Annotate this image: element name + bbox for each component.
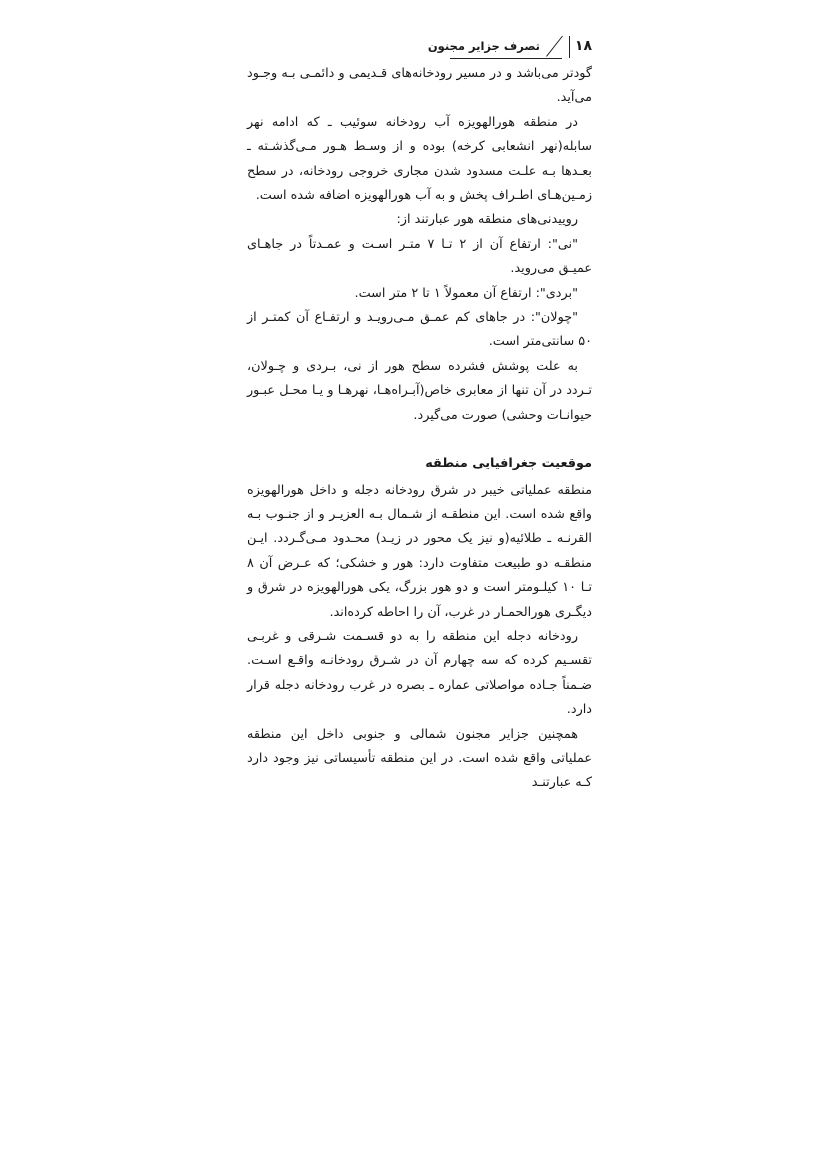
book-page <box>247 36 592 796</box>
page-header <box>247 36 592 62</box>
page-number: ۱۸ <box>574 38 592 54</box>
header-underline <box>450 58 562 59</box>
paragraph-plant-bardi: "بردی": ارتفاع آن معمولاً ۱ تا ۲ متر است. <box>354 285 578 301</box>
paragraph-plant-ney: "نی": ارتفاع آن از ۲ تـا ۷ متـر اسـت و عمـدتاً در جاهـای عمیـق می‌روید. <box>247 236 592 277</box>
header-divider <box>569 36 570 58</box>
paragraph-plants-intro: روییدنی‌های منطقه هور عبارتند از: <box>396 212 578 228</box>
section-heading: موقعیت جغرافیایی منطقه <box>425 456 592 472</box>
paragraph-hoor-water: در منطقه هورالهویزه آب رودخانه سوئیب ـ که ادامه نهر سابله(نهر انشعابی کرخه) بوده و از وسـط هـور مـی‌گذشـته ـ بعـدها بـه علـت مسدود شدن مجاری خروجی رودخانه، در سطح زمـین‌هـای اطـراف پخش و به آب هورالهویزه اضافه شده است. <box>247 114 592 204</box>
paragraph-passage: به علت پوشش فشرده سطح هور از نی، بـردی و چـولان، تـردد در آن تنها از معابری خاص(آبـراه‌هـا، نهرهـا و یـا محـل عبـور حیوانـات وحشی) صورت می‌گیرد. <box>247 358 592 423</box>
running-title: تصرف جزایر مجنون <box>427 39 540 53</box>
paragraph-tigris: رودخانه دجله این منطقه را به دو قسـمت شـرقی و غربـی تقسـیم کرده که سه چهارم آن در شـرق رودخانـه واقـع اسـت. ضـمناً جـاده مواصلاتی عماره ـ بصره در غرب رودخانه دجله قرار دارد. <box>247 628 592 718</box>
paragraph-majnoon-islands: همچنین جزایر مجنون شمالی و جنوبی داخل این منطقه عملیاتی واقع شده است. در این منطقه تأسیساتی نیز وجود دارد کـه عبارتنـد <box>247 726 592 791</box>
header-slash <box>546 36 563 57</box>
paragraph-operation-area: منطقه عملیاتی خیبر در شرق رودخانه دجله و داخل هورالهویزه واقع شده است. این منطقـه از شـمال بـه العزیـر و از جنـوب بـه القرنـه ـ طلائیه(و نیز یک محور در زیـد) محـدود مـی‌گـردد. ایـن منطقـه دو طبیعت متفاوت دارد: هور و خشکی؛ که عـرض آن ۸ تـا ۱۰ کیلـومتر است و دو هور بزرگ، یکی هورالهویزه در شرق و دیگـری هورالحمـار در غرب، آن را احاطه کرده‌اند. <box>247 482 593 620</box>
paragraph-plant-cholan: "چولان": در جاهای کم عمـق مـی‌رویـد و ارتفـاع آن کمتـر از ۵۰ سانتی‌متر است. <box>247 310 592 350</box>
paragraph-continuation: گودتر می‌باشد و در مسیر رودخانه‌های قـدیمی و دائمـی بـه وجـود می‌آید. <box>247 66 592 106</box>
